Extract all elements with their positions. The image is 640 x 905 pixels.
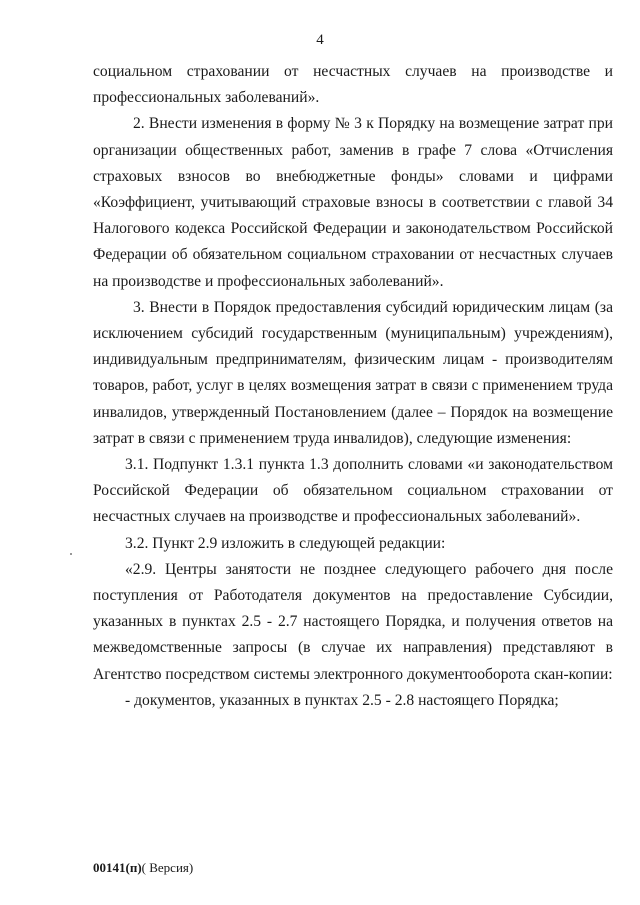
footer-code: 00141(п) <box>93 860 142 875</box>
paragraph-item-2-9: «2.9. Центры занятости не позднее следующего рабочего дня после поступления от Работодателя документов на предоставление Субсидии, указанных в пунктах 2.5 - 2.7 настоящего Порядка, и получения ответов на межведомственные запросы (в случае их направления) представляют в Агентство посредством системы электронного документооборота скан-копии: <box>93 560 613 683</box>
paragraph-item-3: 3. Внести в Порядок предоставления субсидий юридическим лицам (за исключением субсидий государственным (муниципальным) учреждениям), индивидуальным предпринимателям, физическим лицам - производителям товаров, работ, услуг в целях возмещения затрат в связи с применением труда инвалидов, утвержденный Постановлением (далее – Порядок на возмещение затрат в связи с применением труда инвалидов), следующие изменения: <box>93 298 613 447</box>
page-number: 4 <box>316 32 324 48</box>
paragraph-item-3-1: 3.1. Подпункт 1.3.1 пункта 1.3 дополнить словами «и законодательством Российской Федерации об обязательном социальном страховании от несчастных случаев на производстве и профессиональных заболеваний». <box>93 456 613 526</box>
paragraph-item-3-2: 3.2. Пункт 2.9 изложить в следующей редакции: <box>125 534 446 552</box>
document-footer <box>93 860 193 876</box>
scan-speck <box>70 553 72 555</box>
document-body <box>93 59 613 714</box>
paragraph-list-item: - документов, указанных в пунктах 2.5 - 2.8 настоящего Порядка; <box>125 691 559 709</box>
paragraph-item-2: 2. Внести изменения в форму № 3 к Порядку на возмещение затрат при организации общественных работ, заменив в графе 7 слова «Отчисления страховых взносов во внебюджетные фонды» словами и цифрами «Коэффициент, учитывающий страховые взносы в соответствии с главой 34 Налогового кодекса Российской Федерации и законодательством Российской Федерации об обязательном социальном страховании от несчастных случаев на производстве и профессиональных заболеваний». <box>93 115 613 290</box>
paragraph-continuation: социальном страховании от несчастных случаев на производстве и профессиональных заболеваний». <box>93 63 613 107</box>
footer-version: ( Версия) <box>141 860 194 875</box>
